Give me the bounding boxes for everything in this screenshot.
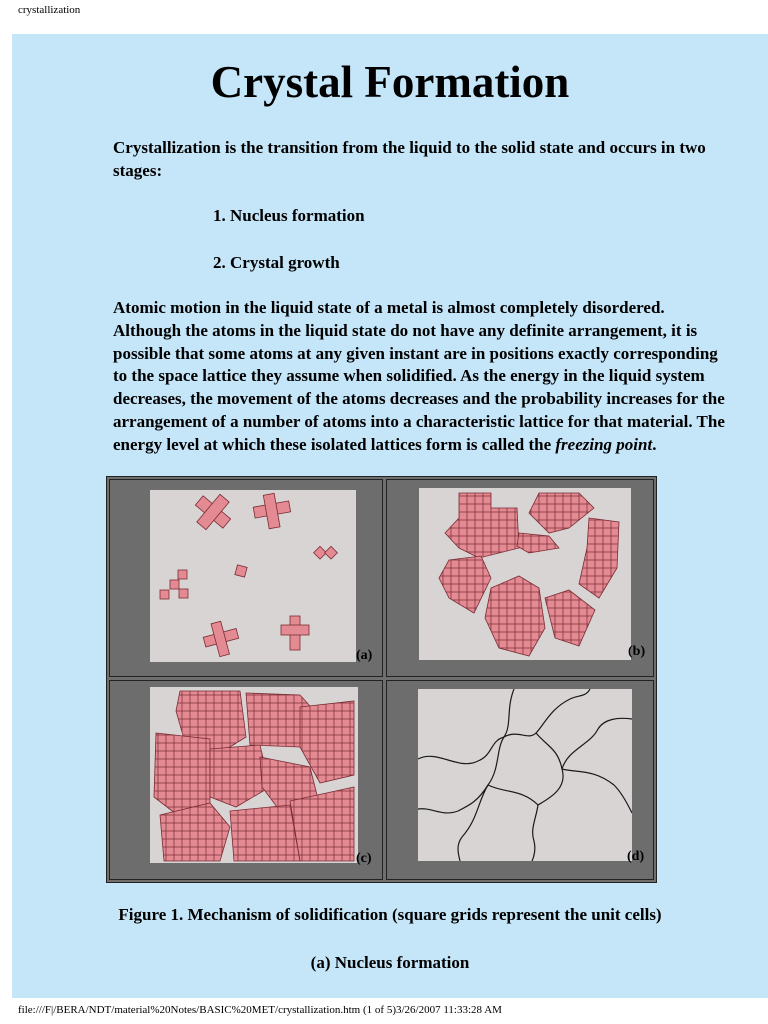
list-item-growth: 2. Crystal growth: [213, 253, 340, 272]
impinging-crystals-illustration: [150, 687, 358, 863]
body-paragraph: [113, 297, 733, 457]
figure-panel-b: [386, 479, 654, 677]
list-item-nucleus: 1. Nucleus formation: [213, 206, 365, 225]
page-title: Crystal Formation: [210, 57, 570, 107]
figure-label-b: (b): [628, 644, 646, 659]
figure-label-a: (a): [356, 648, 373, 663]
paragraph-emphasis: freezing point: [555, 434, 653, 454]
figure-panel-a: [109, 479, 383, 677]
browser-page-footer: file:///F|/BERA/NDT/material%20Notes/BASIC%20MET/crystallization.htm (1 of 5)3/26/2007 11:33:28 AM: [18, 1004, 502, 1016]
crystal-growth-illustration: [419, 488, 631, 660]
solidification-figure: [106, 476, 657, 883]
figure-label-c: (c): [356, 851, 372, 866]
grain-boundaries-illustration: [418, 689, 632, 861]
paragraph-end: .: [652, 434, 657, 454]
figure-label-d: (d): [627, 849, 645, 864]
intro-paragraph: Crystallization is the transition from the liquid to the solid state and occurs in two stages:: [113, 138, 706, 180]
figure-caption: Figure 1. Mechanism of solidification (square grids represent the unit cells): [118, 905, 662, 924]
content-panel: [12, 34, 768, 998]
paragraph-text: Atomic motion in the liquid state of a metal is almost completely disordered. Although the atoms in the liquid state do not have any definite arrangement, it is possible that some atoms at any given instant are in positions exactly corresponding to the space lattice they assume when solidified. As the energy in the liquid system decreases, the movement of the atoms decreases and the probability increases for the arrangement of a number of atoms into a characteristic lattice for that material. The energy level at which these isolated lattices form is called the: [113, 298, 725, 454]
figure-panel-d: [386, 680, 654, 880]
browser-page-title: crystallization: [18, 4, 81, 16]
figure-panel-c: [109, 680, 383, 880]
figure-subcaption: (a) Nucleus formation: [310, 953, 470, 972]
nuclei-illustration: [150, 490, 356, 662]
